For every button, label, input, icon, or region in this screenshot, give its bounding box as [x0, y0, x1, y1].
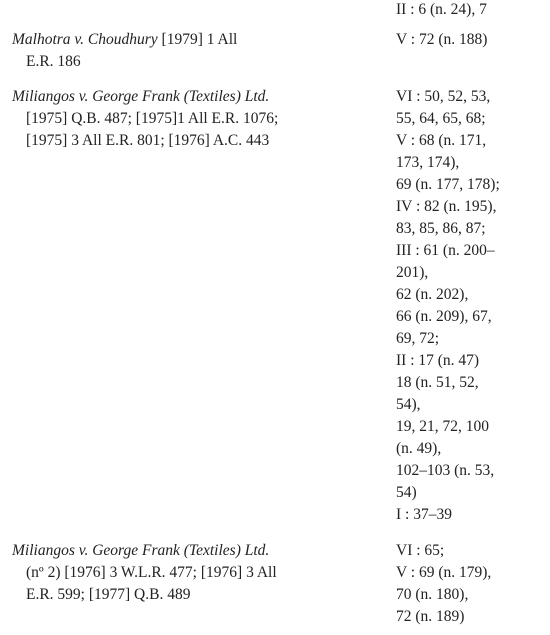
- reference-line: 201),: [396, 264, 429, 281]
- case-name: Malhotra v. Choudhury: [12, 31, 158, 48]
- case-citation-line: E.R. 599; [1977] Q.B. 489: [26, 586, 191, 603]
- case-citation: [1979] 1 All: [157, 31, 238, 48]
- reference-line: II : 6 (n. 24), 7: [396, 1, 487, 18]
- reference-line: 83, 85, 86, 87;: [396, 220, 486, 237]
- reference-line: V : 69 (n. 179),: [396, 564, 492, 581]
- reference-line: 69 (n. 177, 178);: [396, 176, 500, 193]
- reference-line: VI : 65;: [396, 542, 445, 559]
- reference-line: V : 68 (n. 171,: [396, 132, 487, 149]
- reference-line: V : 72 (n. 188): [396, 31, 488, 48]
- reference-line: 19, 21, 72, 100: [396, 418, 489, 435]
- reference-line: II : 17 (n. 47): [396, 352, 480, 369]
- reference-line: 173, 174),: [396, 154, 460, 171]
- reference-line: 18 (n. 51, 52,: [396, 374, 479, 391]
- reference-line: VI : 50, 52, 53,: [396, 88, 491, 105]
- case-citation-line: [1975] 3 All E.R. 801; [1976] A.C. 443: [26, 132, 270, 149]
- case-name: Miliangos v. George Frank (Textiles) Ltd.: [12, 88, 270, 105]
- case-entry-line: [12, 29, 237, 51]
- reference-line: 55, 64, 65, 68;: [396, 110, 486, 127]
- reference-line: 54): [396, 484, 417, 501]
- reference-line: 72 (n. 189): [396, 608, 465, 625]
- reference-line: III : 61 (n. 200–: [396, 242, 495, 259]
- case-citation-line: E.R. 186: [26, 53, 81, 70]
- reference-line: IV : 82 (n. 195),: [396, 198, 497, 215]
- reference-line: 102–103 (n. 53,: [396, 462, 495, 479]
- reference-line: I : 37–39: [396, 506, 452, 523]
- case-entry-line: [12, 540, 269, 562]
- reference-line: (n. 49),: [396, 440, 442, 457]
- case-citation-line: (nº 2) [1976] 3 W.L.R. 477; [1976] 3 All: [26, 564, 277, 581]
- reference-line: 70 (n. 180),: [396, 586, 469, 603]
- case-entry-line: [12, 86, 269, 108]
- case-citation-line: [1975] Q.B. 487; [1975]1 All E.R. 1076;: [26, 110, 279, 127]
- reference-line: 62 (n. 202),: [396, 286, 469, 303]
- reference-line: 54),: [396, 396, 421, 413]
- reference-line: 66 (n. 209), 67,: [396, 308, 492, 325]
- reference-line: 69, 72;: [396, 330, 440, 347]
- case-name: Miliangos v. George Frank (Textiles) Ltd.: [12, 542, 270, 559]
